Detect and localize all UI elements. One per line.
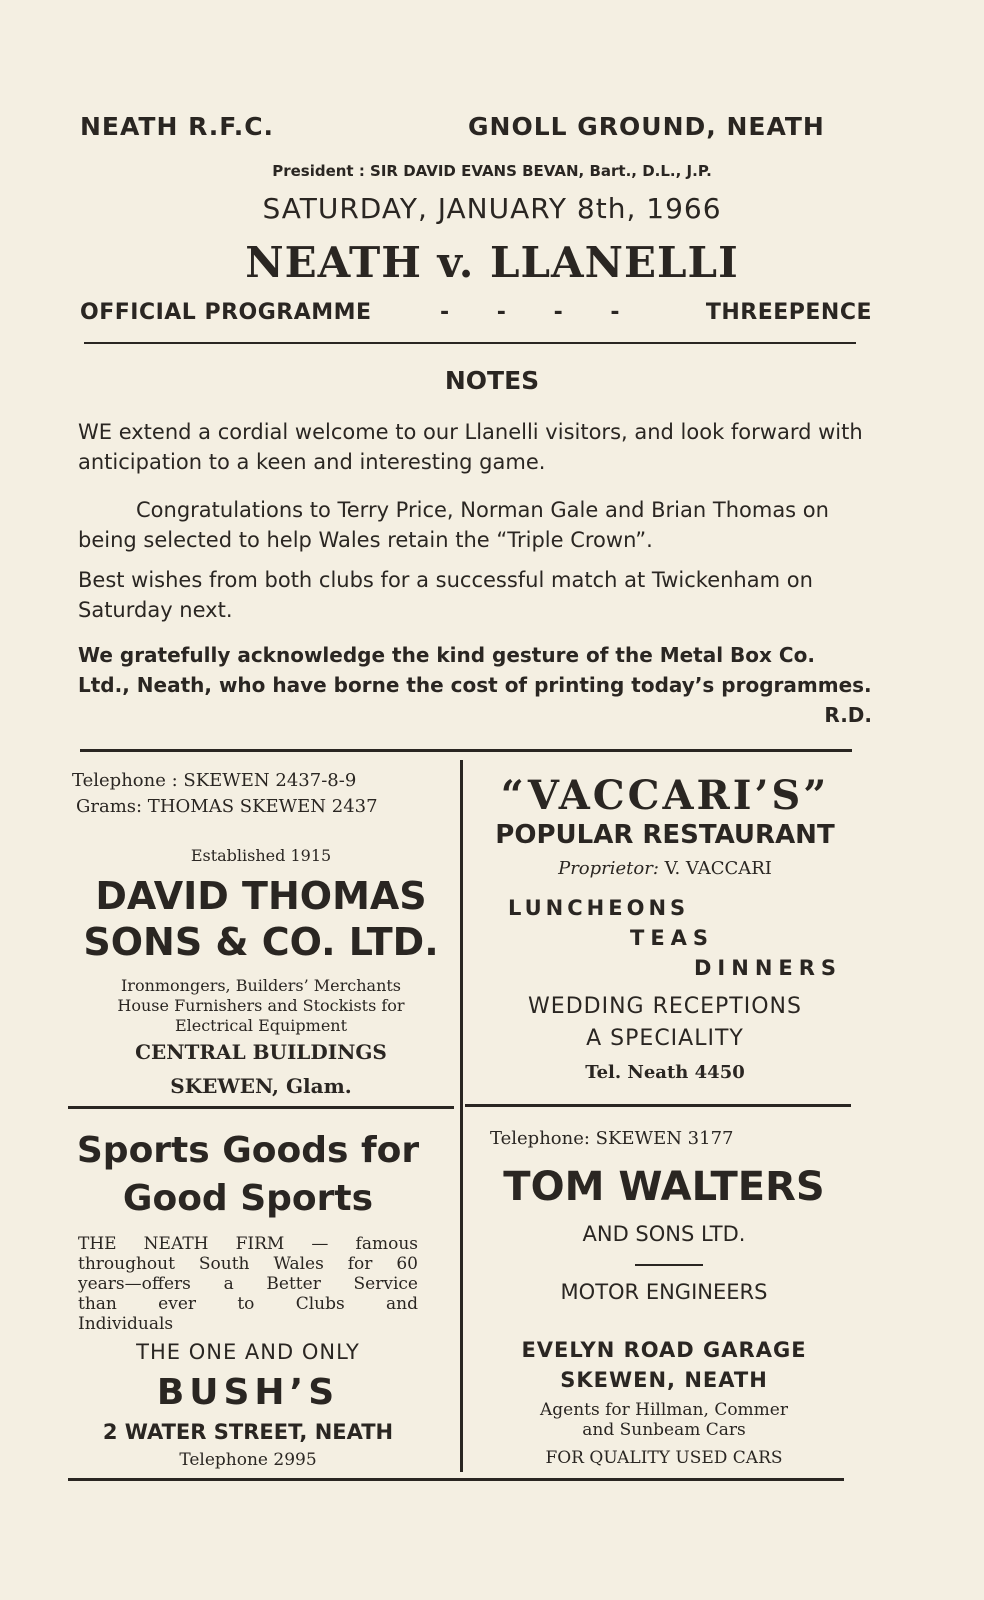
david-thomas-grams: Grams: THOMAS SKEWEN 2437 (76, 796, 378, 817)
tom-walters-agents1: Agents for Hillman, Commer (539, 1400, 788, 1420)
vaccaris-name: “VACCARI’S” (500, 772, 830, 819)
price-label: THREEPENCE (705, 300, 872, 325)
bushs-address: 2 WATER STREET, NEATH (102, 1420, 394, 1444)
david-thomas-desc-line1: Ironmongers, Builders’ Merchants (120, 976, 402, 995)
bushs-desc-line2: throughout South Wales for 60 (78, 1254, 418, 1274)
vaccaris-wedding2: A SPECIALITY (586, 1026, 744, 1051)
bushs-slogan2: Good Sports (122, 1178, 374, 1219)
vaccaris-teas: TEAS (630, 926, 715, 950)
tom-walters-garage1: EVELYN ROAD GARAGE (521, 1338, 807, 1362)
david-thomas-address2: SKEWEN, Glam. (170, 1074, 352, 1098)
bushs-telephone: Telephone 2995 (179, 1450, 317, 1470)
bushs-desc-line4: than ever to Clubs and (78, 1294, 418, 1314)
ads-right-mid-rule (465, 1104, 851, 1107)
bushs-desc-line5: Individuals (78, 1314, 174, 1334)
ads-left-mid-rule (68, 1106, 454, 1109)
notes-paragraph-welcome: WE extend a cordial welcome to our Llanelli visitors, and look forward with anticipation to a keen and interesting game. (78, 420, 863, 474)
vaccaris-proprietor: V. VACCARI (664, 858, 772, 879)
bushs-slogan1: Sports Goods for (76, 1130, 420, 1171)
david-thomas-established: Established 1915 (190, 846, 332, 865)
david-thomas-address1: CENTRAL BUILDINGS (135, 1040, 387, 1064)
vaccaris-dinners: DINNERS (694, 956, 843, 980)
programme-label: OFFICIAL PROGRAMME (80, 300, 372, 325)
tom-walters-telephone: Telephone: SKEWEN 3177 (490, 1128, 734, 1149)
ads-top-rule (80, 749, 852, 752)
vaccaris-proprietor-line (470, 858, 860, 879)
notes-paragraph-acknowledgement (78, 640, 872, 730)
notes-paragraph-best-wishes: Best wishes from both clubs for a successful match at Twickenham on Saturday next. (78, 568, 813, 622)
vaccaris-luncheons: LUNCHEONS (508, 896, 690, 920)
match-date: SATURDAY, JANUARY 8th, 1966 (262, 192, 722, 225)
vaccaris-wedding1: WEDDING RECEPTIONS (528, 994, 802, 1019)
david-thomas-telephone: Telephone : SKEWEN 2437-8-9 (72, 770, 357, 791)
tom-walters-sub: AND SONS LTD. (582, 1222, 746, 1246)
tom-walters-garage2: SKEWEN, NEATH (560, 1368, 768, 1392)
tom-walters-trade: MOTOR ENGINEERS (560, 1280, 768, 1304)
president-line: President : SIR DAVID EVANS BEVAN, Bart., D.L., J.P. (272, 162, 712, 180)
david-thomas-name-line2: SONS & CO. LTD. (83, 920, 439, 964)
ads-vertical-rule (460, 760, 463, 1472)
header-divider (84, 342, 856, 344)
bushs-desc-line1: THE NEATH FIRM — famous (78, 1234, 418, 1254)
notes-paragraph-congratulations: Congratulations to Terry Price, Norman Gale and Brian Thomas on being selected to help Wales retain the “Triple Crown”. (78, 498, 829, 552)
tom-walters-agents2: and Sunbeam Cars (582, 1420, 746, 1440)
ad-david-thomas (68, 760, 454, 1100)
tom-walters-used-cars: FOR QUALITY USED CARS (545, 1448, 783, 1468)
vaccaris-subtitle: POPULAR RESTAURANT (495, 820, 835, 850)
dash-separator: - - - - (440, 300, 620, 325)
club-name: NEATH R.F.C. (80, 112, 275, 141)
david-thomas-desc-line3: Electrical Equipment (174, 1016, 348, 1035)
acknowledgement-text: We gratefully acknowledge the kind gesture of the Metal Box Co. Ltd., Neath, who have borne the cost of printing today’s programmes. (78, 643, 872, 697)
ad-bushs (68, 1112, 428, 1478)
ad-tom-walters (475, 1112, 865, 1478)
vaccaris-proprietor-label: Proprietor: (558, 858, 659, 879)
david-thomas-desc-line2: House Furnishers and Stockists for (117, 996, 405, 1015)
ground-name: GNOLL GROUND, NEATH (468, 112, 825, 141)
bushs-tagline: THE ONE AND ONLY (136, 1340, 360, 1364)
notes-signature: R.D. (824, 703, 872, 727)
fixture-title: NEATH v. LLANELLI (245, 238, 739, 287)
david-thomas-name-line1: DAVID THOMAS (95, 874, 427, 918)
ads-bottom-rule (68, 1478, 844, 1481)
tom-walters-name: TOM WALTERS (503, 1164, 825, 1210)
tom-walters-divider (635, 1264, 703, 1266)
ad-vaccaris (470, 760, 860, 1100)
vaccaris-telephone: Tel. Neath 4450 (585, 1062, 745, 1083)
bushs-name: BUSH’S (156, 1372, 340, 1413)
bushs-desc-line3: years—offers a Better Service (78, 1274, 418, 1294)
notes-heading: NOTES (444, 366, 540, 395)
